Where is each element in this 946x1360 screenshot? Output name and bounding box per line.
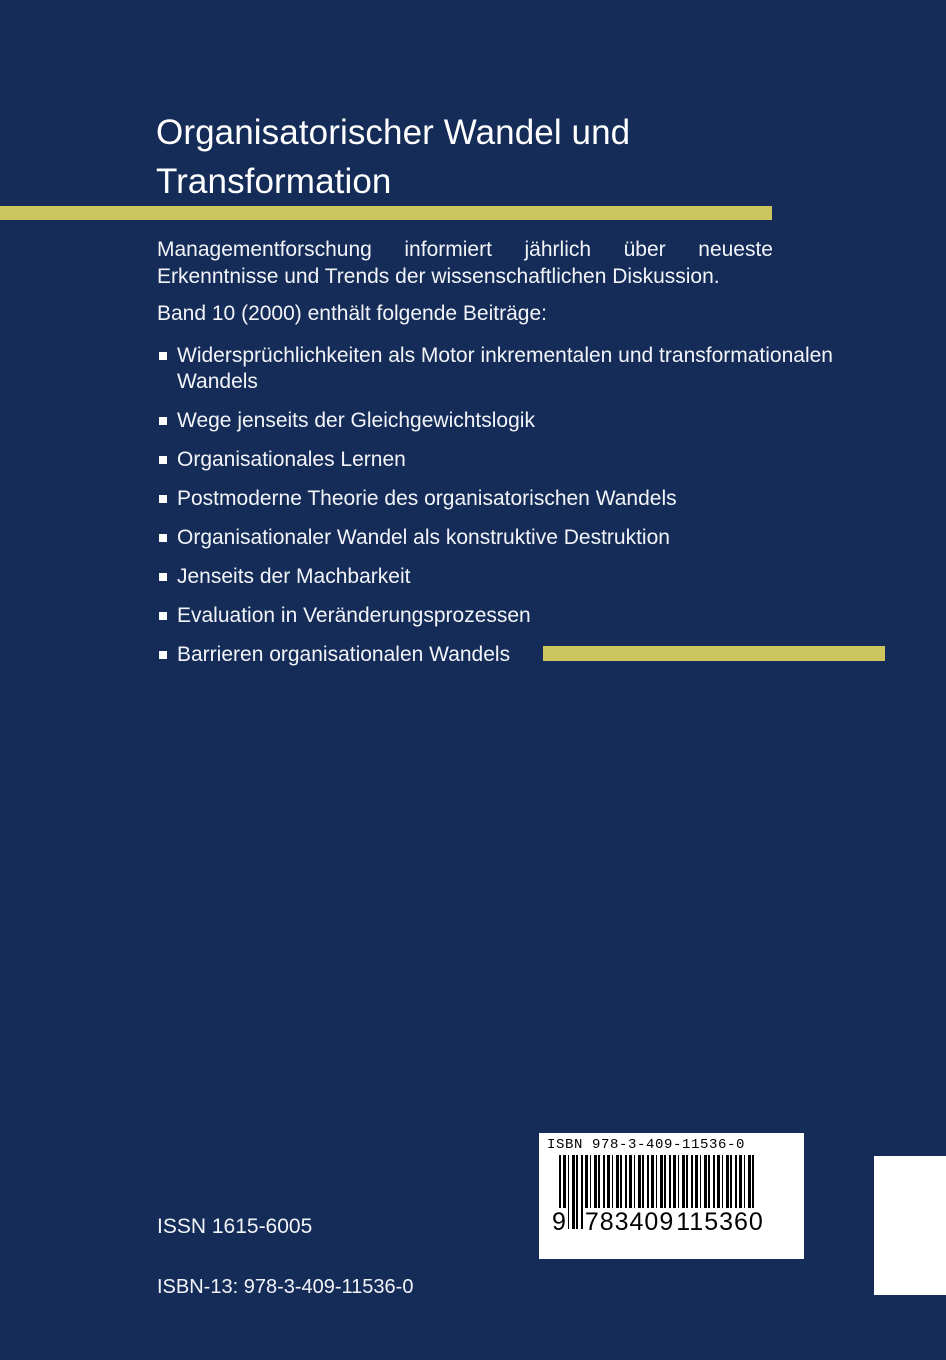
list-item — [157, 447, 877, 473]
book-title-line-1: Organisatorischer Wandel und — [156, 113, 631, 152]
list-item-label: Widersprüchlichkeiten als Motor inkrementalen und transformationalen Wandels — [177, 344, 833, 393]
barcode-digit-group-2: 115360 — [676, 1208, 764, 1236]
corner-white-block — [874, 1156, 946, 1295]
list-item-label: Evaluation in Veränderungsprozessen — [177, 604, 531, 627]
square-bullet-icon — [159, 417, 167, 425]
book-title — [156, 108, 796, 206]
list-item-label: Organisationaler Wandel als konstruktive Destruktion — [177, 526, 670, 549]
list-item-label: Wege jenseits der Gleichgewichtslogik — [177, 409, 535, 432]
square-bullet-icon — [159, 651, 167, 659]
list-item-label: Barrieren organisationalen Wandels — [177, 643, 511, 666]
square-bullet-icon — [159, 456, 167, 464]
list-item — [157, 525, 877, 551]
list-item-label: Organisationales Lernen — [177, 448, 406, 471]
square-bullet-icon — [159, 612, 167, 620]
list-item-label: Jenseits der Machbarkeit — [177, 565, 411, 588]
square-bullet-icon — [159, 495, 167, 503]
list-item — [157, 603, 877, 629]
barcode-digit-group-1: 783409 — [584, 1208, 675, 1236]
barcode-isbn-caption: ISBN 978-3-409-11536-0 — [547, 1137, 746, 1153]
book-title-line-2: Transformation — [156, 162, 392, 201]
square-bullet-icon — [159, 573, 167, 581]
square-bullet-icon — [159, 352, 167, 360]
list-item — [157, 408, 877, 434]
contents-list — [157, 343, 877, 681]
volume-line: Band 10 (2000) enthält folgende Beiträge: — [157, 302, 547, 325]
intro-paragraph: Managementforschung informiert jährlich über neueste Erkenntnisse und Trends der wissenschaftlichen Diskussion. — [157, 238, 773, 288]
barcode-digit-prefix: 9 — [552, 1208, 567, 1236]
list-item-label: Postmoderne Theorie des organisatorischen Wandels — [177, 487, 677, 510]
square-bullet-icon — [159, 534, 167, 542]
list-item — [157, 343, 877, 395]
list-item — [157, 486, 877, 512]
gold-rule-mid — [543, 646, 885, 661]
barcode-digits — [551, 1209, 796, 1236]
isbn13-label: ISBN-13: 978-3-409-11536-0 — [157, 1276, 414, 1298]
list-item — [157, 564, 877, 590]
issn-label: ISSN 1615-6005 — [157, 1215, 313, 1238]
gold-rule-top — [0, 206, 772, 220]
isbn-barcode — [539, 1133, 804, 1259]
